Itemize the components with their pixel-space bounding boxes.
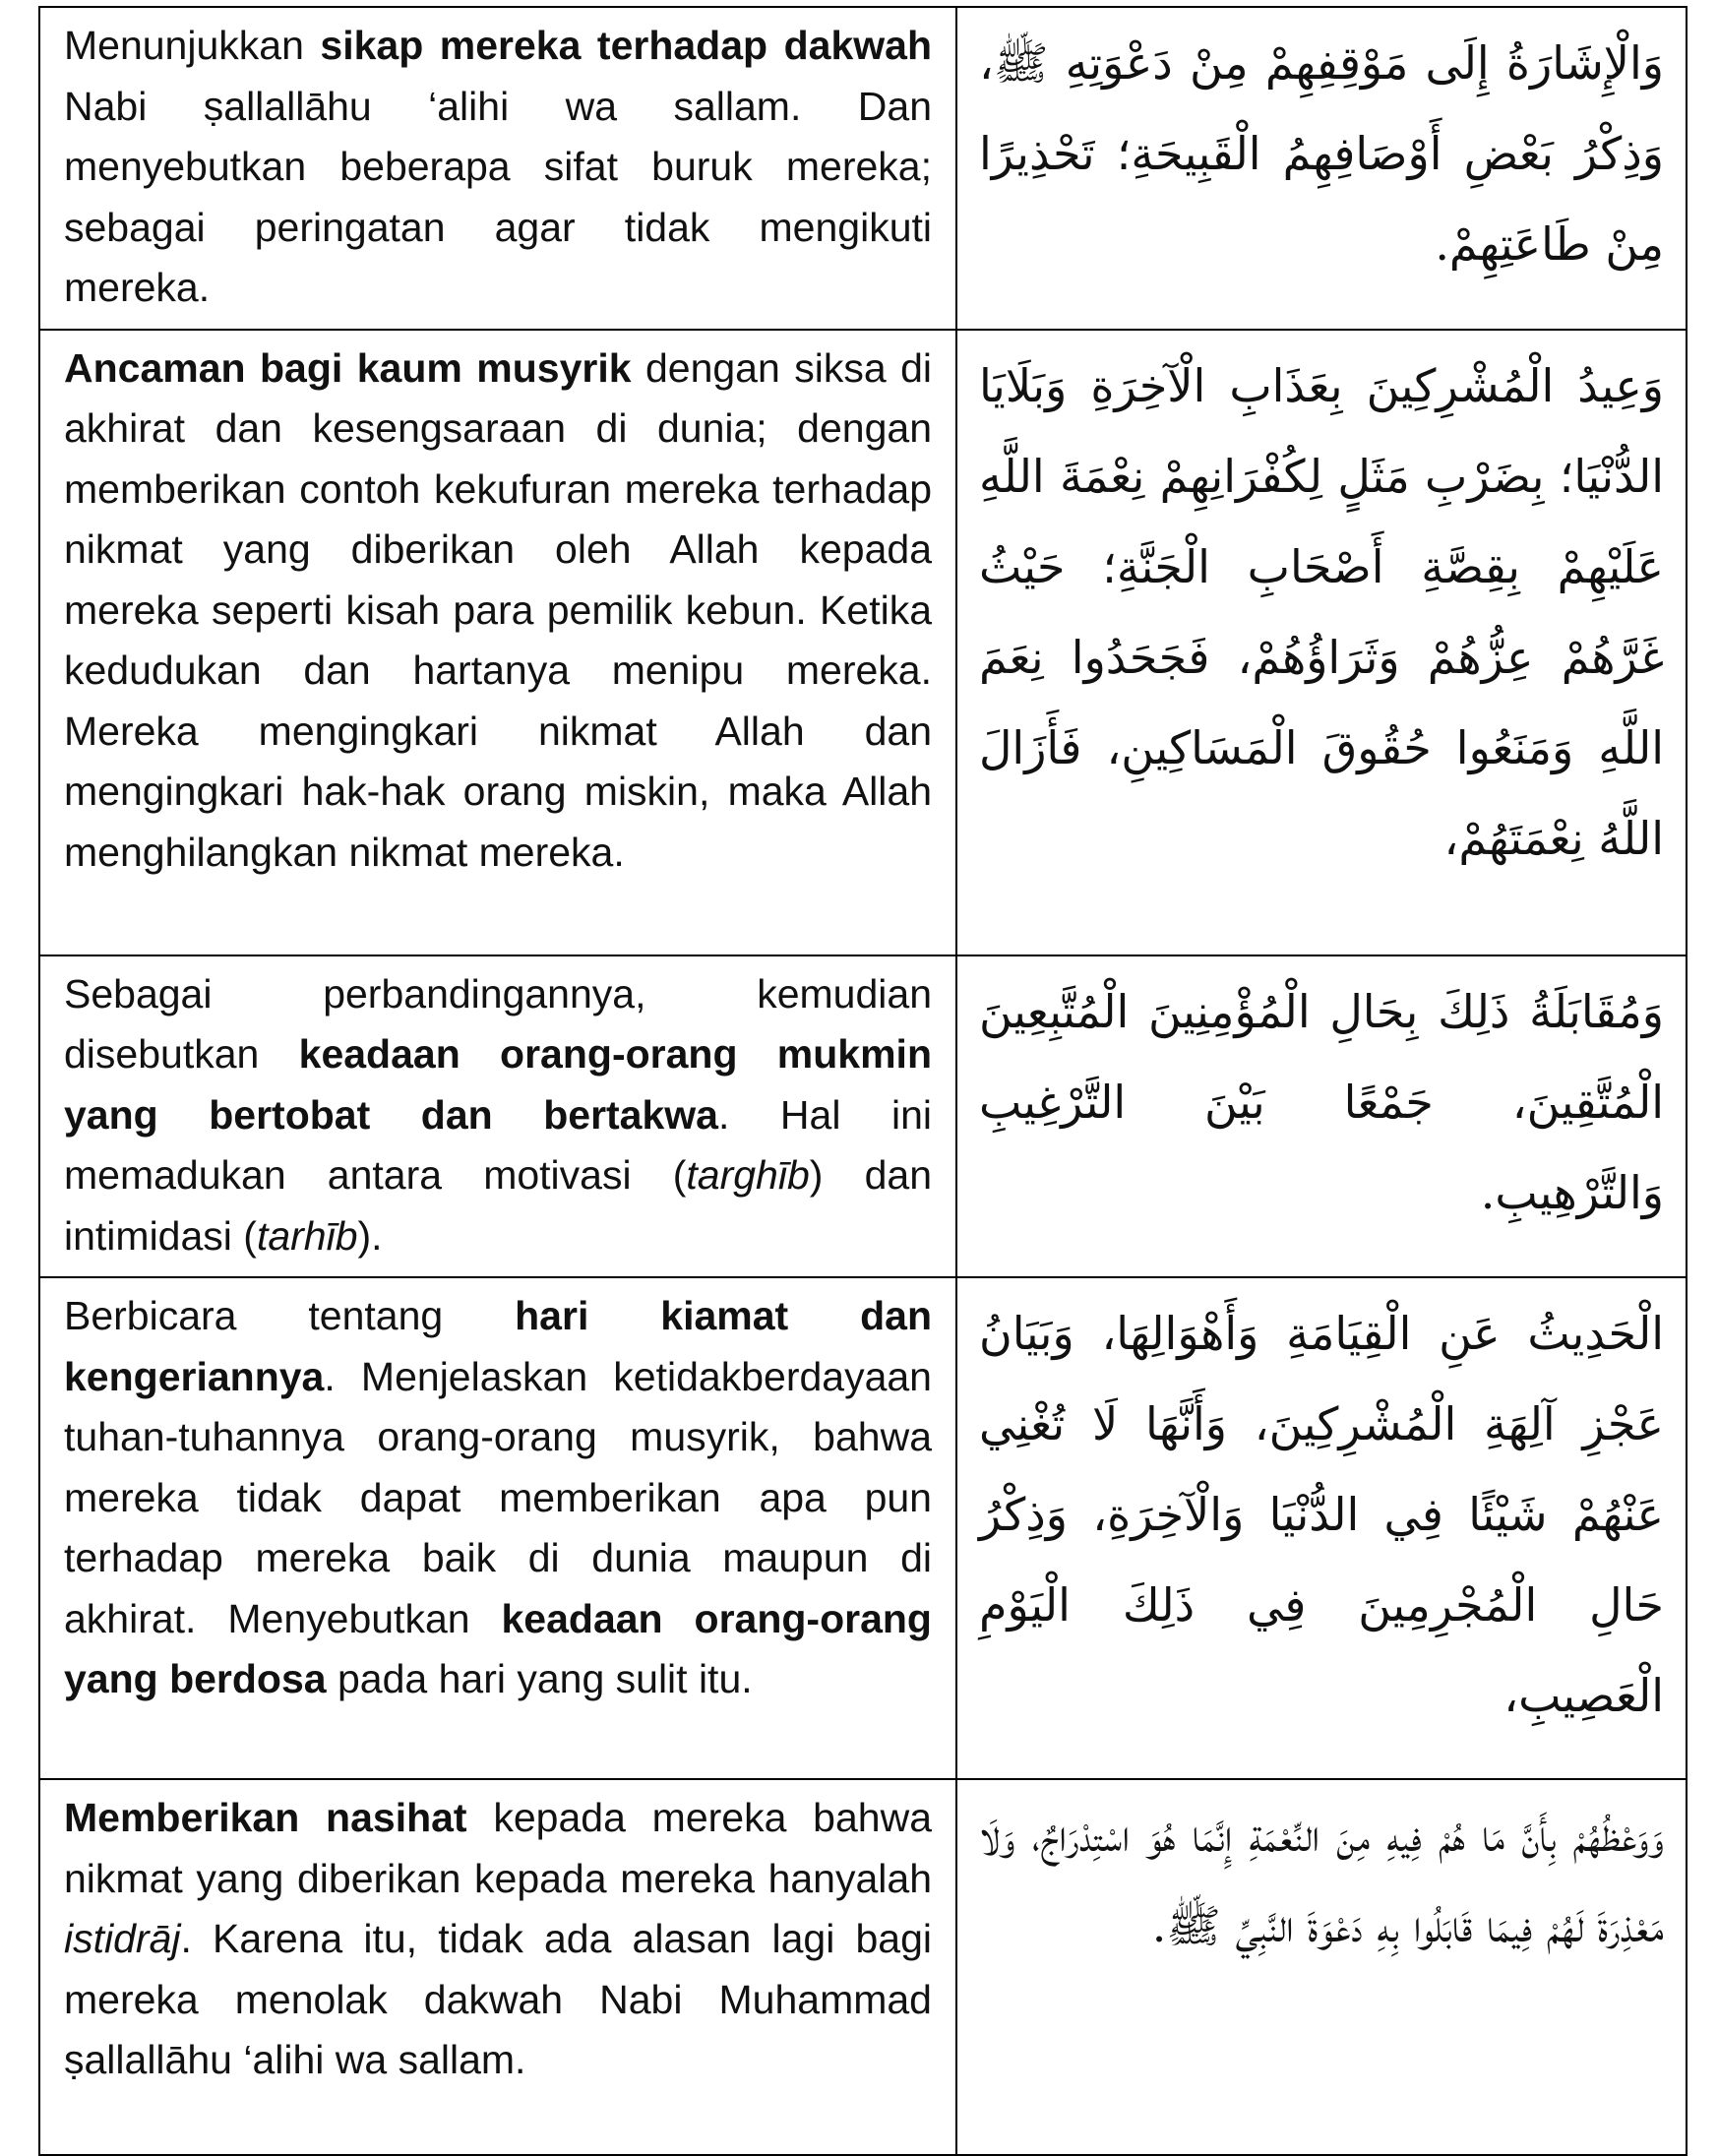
table-row — [39, 330, 1687, 955]
arabic-cell: الْحَدِيثُ عَنِ الْقِيَامَةِ وَأَهْوَالِهَا، وَبَيَانُ عَجْزِ آلِهَةِ الْمُشْرِكِينَ، وَأَنَّهَا لَا تُغْنِي عَنْهُمْ شَيْئًا فِي الدُّنْيَا وَالْآخِرَةِ، وَذِكْرُ حَالِ الْمُجْرِمِينَ فِي ذَلِكَ الْيَوْمِ الْعَصِيبِ، — [956, 1277, 1687, 1779]
italic-text-run: tarhīb — [256, 1212, 358, 1259]
table-row — [39, 1779, 1687, 2155]
text-run: kepada mereka bahwa nikmat yang diberikan kepada mereka hanyalah — [64, 1795, 933, 1901]
indonesian-cell — [39, 1277, 956, 1779]
bilingual-table — [38, 6, 1687, 2156]
arabic-cell: وَعِيدُ الْمُشْرِكِينَ بِعَذَابِ الْآخِرَةِ وَبَلَايَا الدُّنْيَا؛ بِضَرْبِ مَثَلٍ لِكُفْرَانِهِمْ نِعْمَةَ اللَّهِ عَلَيْهِمْ بِقِصَّةِ أَصْحَابِ الْجَنَّةِ؛ حَيْثُ غَرَّهُمْ عِزُّهُمْ وَثَرَاؤُهُمْ، فَجَحَدُوا نِعَمَ اللَّهِ وَمَنَعُوا حُقُوقَ الْمَسَاكِينِ، فَأَزَالَ اللَّهُ نِعْمَتَهُمْ، — [956, 330, 1687, 955]
bold-text-run: keadaan orang-orang yang berdosa — [64, 1595, 932, 1701]
italic-text-run: targhīb — [686, 1152, 810, 1198]
indonesian-cell — [39, 330, 956, 955]
text-run: Berbicara tentang — [64, 1293, 516, 1338]
arabic-cell: وَوَعْظُهُمْ بِأَنَّ مَا هُمْ فِيهِ مِنَ النِّعْمَةِ إِنَّمَا هُوَ اسْتِدْرَاجٌ، وَلَا مَعْذِرَةَ لَهُمْ فِيمَا قَابَلُوا بِهِ دَعْوَةَ النَّبِيِّ ﷺ. — [956, 1779, 1687, 2155]
arabic-cell: وَالْإِشَارَةُ إِلَى مَوْقِفِهِمْ مِنْ دَعْوَتِهِ ﷺ، وَذِكْرُ بَعْضِ أَوْصَافِهِمُ الْقَبِيحَةِ؛ تَحْذِيرًا مِنْ طَاعَتِهِمْ. — [956, 7, 1687, 330]
text-run: . Hal ini memadukan antara motivasi ( — [64, 1091, 933, 1198]
text-run: ). — [357, 1212, 383, 1259]
indonesian-cell — [39, 7, 956, 330]
bold-text-run: Memberikan nasihat — [64, 1795, 467, 1840]
text-run: . Karena itu, tidak ada alasan lagi bagi mereka menolak dakwah Nabi Muhammad ṣallallāhu ‘alihi wa sallam. — [64, 1916, 932, 2082]
table-row — [39, 7, 1687, 330]
indonesian-cell — [39, 1779, 956, 2155]
document-page — [38, 6, 1686, 2156]
text-run: pada hari yang sulit itu. — [326, 1656, 753, 1701]
text-run: . Menjelaskan ketidakberdayaan tuhan-tuhannya orang-orang musyrik, bahwa mereka tidak dapat memberikan apa pun terhadap mereka baik di dunia maupun di akhirat. Menyebutkan — [64, 1353, 932, 1641]
table-row — [39, 955, 1687, 1278]
text-run: dengan siksa di akhirat dan kesengsaraan di dunia; dengan memberikan contoh kekufuran mereka terhadap nikmat yang diberikan oleh Allah kepada mereka seperti kisah para pemilik kebun. Ketika kedudukan dan hartanya menipu mereka. Mereka mengingkari nikmat Allah dan mengingkari hak-hak orang miskin, maka Allah menghilangkan nikmat mereka. — [64, 344, 932, 875]
table-row — [39, 1277, 1687, 1779]
arabic-cell: وَمُقَابَلَةُ ذَلِكَ بِحَالِ الْمُؤْمِنِينَ الْمُتَّبِعِينَ الْمُتَّقِينَ، جَمْعًا بَيْنَ التَّرْغِيبِ وَالتَّرْهِيبِ. — [956, 955, 1687, 1278]
bold-text-run: keadaan orang-orang mukmin yang bertobat dan bertakwa — [64, 1031, 932, 1138]
bold-text-run: Ancaman bagi kaum musyrik — [64, 344, 632, 391]
text-run: Menunjukkan — [64, 23, 321, 68]
text-run: ) dan intimidasi ( — [64, 1152, 932, 1259]
bold-text-run: hari kiamat dan kengeriannya — [64, 1293, 932, 1399]
bold-text-run: sikap mereka terhadap dakwah — [320, 23, 932, 68]
text-run: Nabi ṣallallāhu ‘alihi wa sallam. Dan menyebutkan beberapa sifat buruk mereka; sebagai peringatan agar tidak mengikuti mereka. — [64, 83, 932, 310]
indonesian-cell — [39, 955, 956, 1278]
italic-text-run: istidrāj — [64, 1916, 181, 1961]
text-run: Sebagai perbandingannya, kemudian disebutkan — [64, 970, 932, 1077]
